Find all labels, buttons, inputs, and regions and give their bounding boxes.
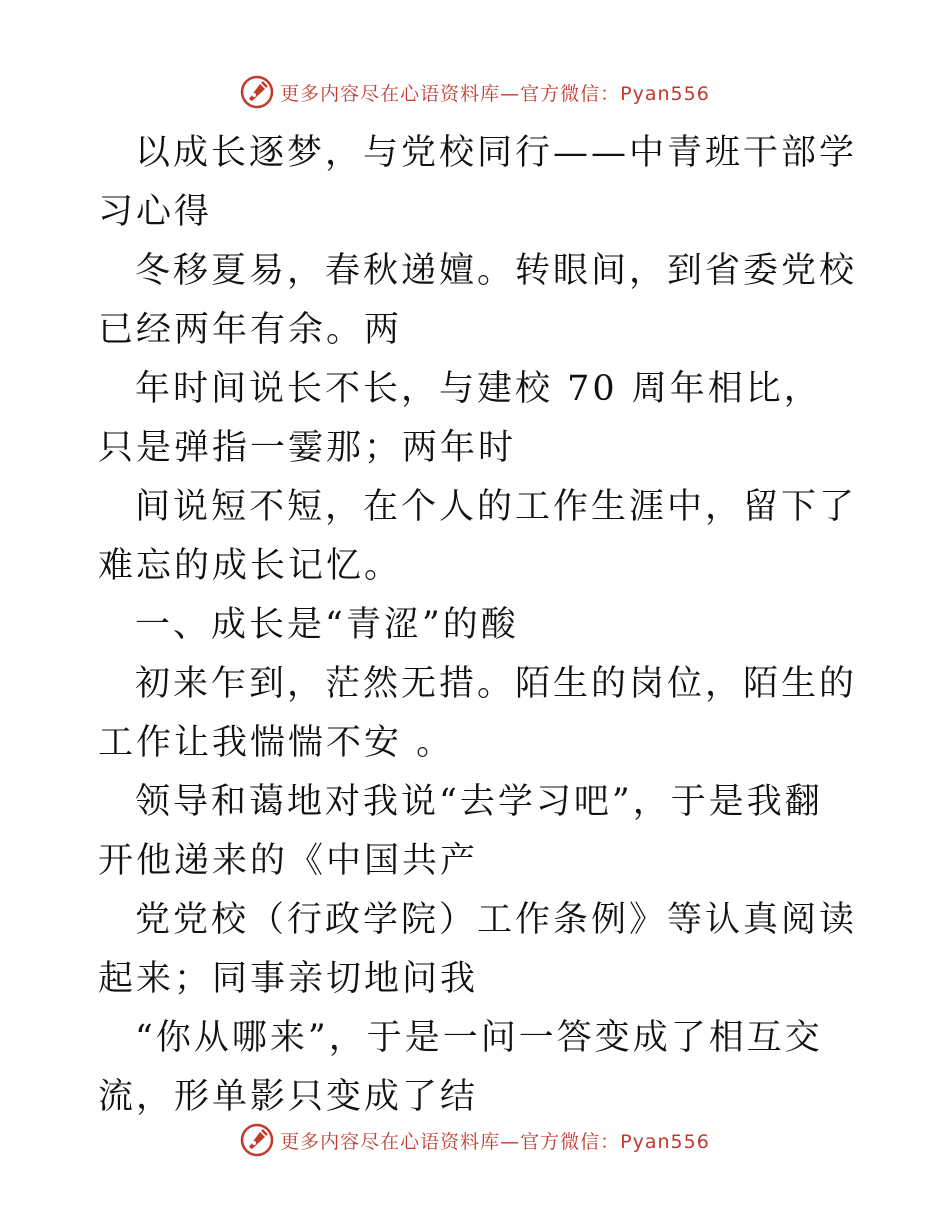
banner-text: 更多内容尽在心语资料库—官方微信：Pyan556	[280, 1130, 710, 1153]
footer-banner	[0, 1120, 950, 1160]
paragraph: 党党校（行政学院）工作条例》等认真阅读起来；同事亲切地问我	[98, 900, 858, 999]
paragraph: 间说短不短，在个人的工作生涯中，留下了难忘的成长记忆。	[98, 487, 858, 586]
document-body	[98, 124, 858, 1127]
section-heading: 一、成长是“青涩”的酸	[135, 605, 519, 645]
document-title: 以成长逐梦，与党校同行——中青班干部学习心得	[98, 133, 858, 232]
paragraph: 初来乍到，茫然无措。陌生的岗位，陌生的工作让我惴惴不安 。	[98, 664, 858, 763]
pen-nib-logo-icon	[240, 1123, 274, 1157]
pen-nib-logo-icon	[240, 75, 274, 109]
paragraph: 年时间说长不长，与建校 70 周年相比，只是弹指一霎那；两年时	[98, 369, 822, 468]
paragraph: 领导和蔼地对我说“去学习吧”，于是我翻开他递来的《中国共产	[98, 782, 823, 881]
banner-text: 更多内容尽在心语资料库—官方微信：Pyan556	[280, 82, 710, 105]
paragraph: “你从哪来”，于是一问一答变成了相互交流，形单影只变成了结	[98, 1018, 823, 1117]
paragraph: 冬移夏易，春秋递嬗。转眼间，到省委党校已经两年有余。两	[98, 251, 858, 350]
header-banner	[0, 72, 950, 112]
